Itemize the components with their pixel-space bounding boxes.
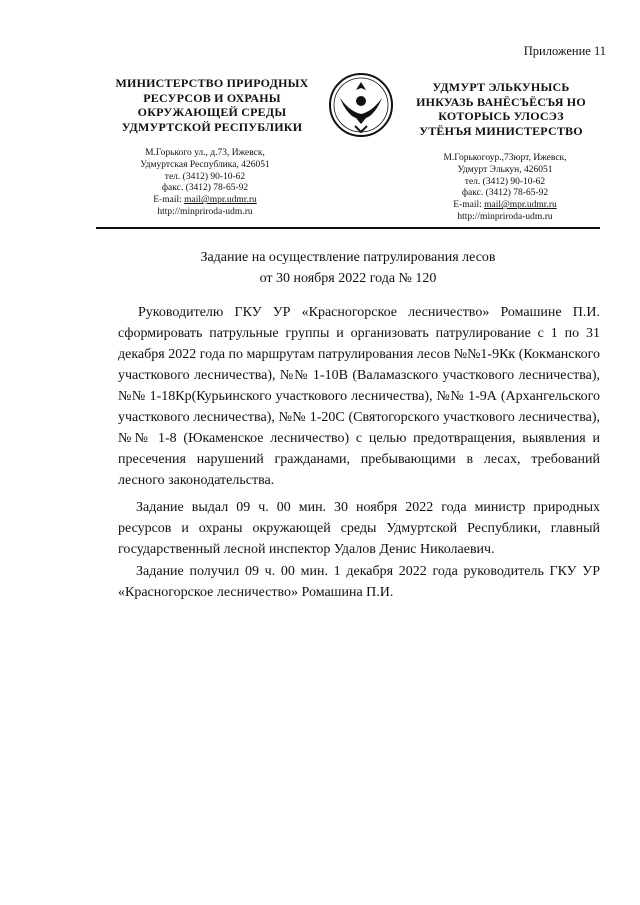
ministry-name-line: УТЁНЪЯ МИНИСТЕРСТВО (419, 123, 583, 138)
address-line: М.Горького ул., д.73, Ижевск, (145, 148, 265, 158)
email-line (100, 195, 310, 207)
fax-line: факс. (3412) 78-65-92 (161, 183, 249, 194)
document-title (96, 247, 600, 289)
title-number-line: от 30 ноября 2022 года № 120 (259, 271, 437, 286)
ministry-name-line: РЕСУРСОВ И ОХРАНЫ (143, 90, 281, 105)
address-line: Удмуртская Республика, 426051 (140, 159, 270, 170)
email-link[interactable]: mail@mpr.udmr.ru (484, 200, 557, 211)
appendix-label: Приложение 11 (523, 44, 606, 58)
ministry-name-line: КОТОРЫСЬ УЛОСЭЗ (438, 109, 564, 123)
received-by-paragraph: Задание получил 09 ч. 00 мин. 1 декабря 2022 года руководитель ГКУ УР «Красногорское лесничество» Ромашина П.И. (118, 564, 600, 600)
ministry-name-line: ИНКУАЗЬ ВАНЁСЪЁСЪЯ НО (416, 94, 586, 109)
email-label: E-mail: (453, 200, 485, 211)
website-link[interactable]: http://minpriroda-udm.ru (157, 206, 253, 217)
email-label: E-mail: (153, 195, 185, 206)
website-link[interactable]: http://minpriroda-udm.ru (457, 211, 553, 222)
contact-block-right (420, 153, 590, 224)
phone-line: тел. (3412) 90-10-62 (164, 171, 246, 182)
contact-block-left (100, 148, 310, 219)
ministry-name-russian (96, 76, 328, 134)
ministry-name-line: УДМУРТСКОЙ РЕСПУБЛИКИ (121, 119, 303, 134)
address-line: М.Горькогоур.,73юрт, Ижевск, (443, 153, 567, 163)
phone-line: тел. (3412) 90-10-62 (464, 176, 546, 187)
ministry-name-line: МИНИСТЕРСТВО ПРИРОДНЫХ (115, 76, 309, 90)
ministry-name-line: УДМУРТ ЭЛЬКУНЫСЬ (432, 80, 570, 94)
fax-line: факс. (3412) 78-65-92 (461, 188, 549, 199)
udmurt-emblem-icon (328, 68, 394, 142)
email-line (420, 200, 590, 212)
email-link[interactable]: mail@mpr.udmr.ru (184, 195, 257, 206)
ministry-name-udmurt (400, 80, 602, 138)
address-line: Удмурт Элькун, 426051 (457, 164, 553, 175)
assignment-paragraph: Руководителю ГКУ УР «Красногорское лесничество» Ромашине П.И. сформировать патрульные группы и организовать патрулирование с 1 по 31 декабря 2022 года по маршрутам патрулирования лесов №№1-9Кк (Кокманского участкового лесничества), №№ 1-10В (Валамазского участкового лесничества), №№ 1-18Кр(Курьинского участкового лесничества), №№ 1-9А (Архангельского участкового лесничества), №№ 1-20С (Святогорского участкового лесничества), №№ 1-8 (Юкаменское лесничество) с целью предотвращения, выявления и пресечения нарушений гражданами, пребывающими в лесах, требований лесного законодательства. (118, 305, 600, 488)
issued-by-paragraph: Задание выдал 09 ч. 00 мин. 30 ноября 2022 года министр природных ресурсов и охраны окружающей среды Удмуртской Республики, главный государственный лесной инспектор Удалов Денис Николаевич. (118, 500, 600, 557)
title-line: Задание на осуществление патрулирования лесов (200, 250, 496, 265)
header-divider (96, 227, 600, 229)
ministry-name-line: ОКРУЖАЮЩЕЙ СРЕДЫ (137, 105, 287, 119)
